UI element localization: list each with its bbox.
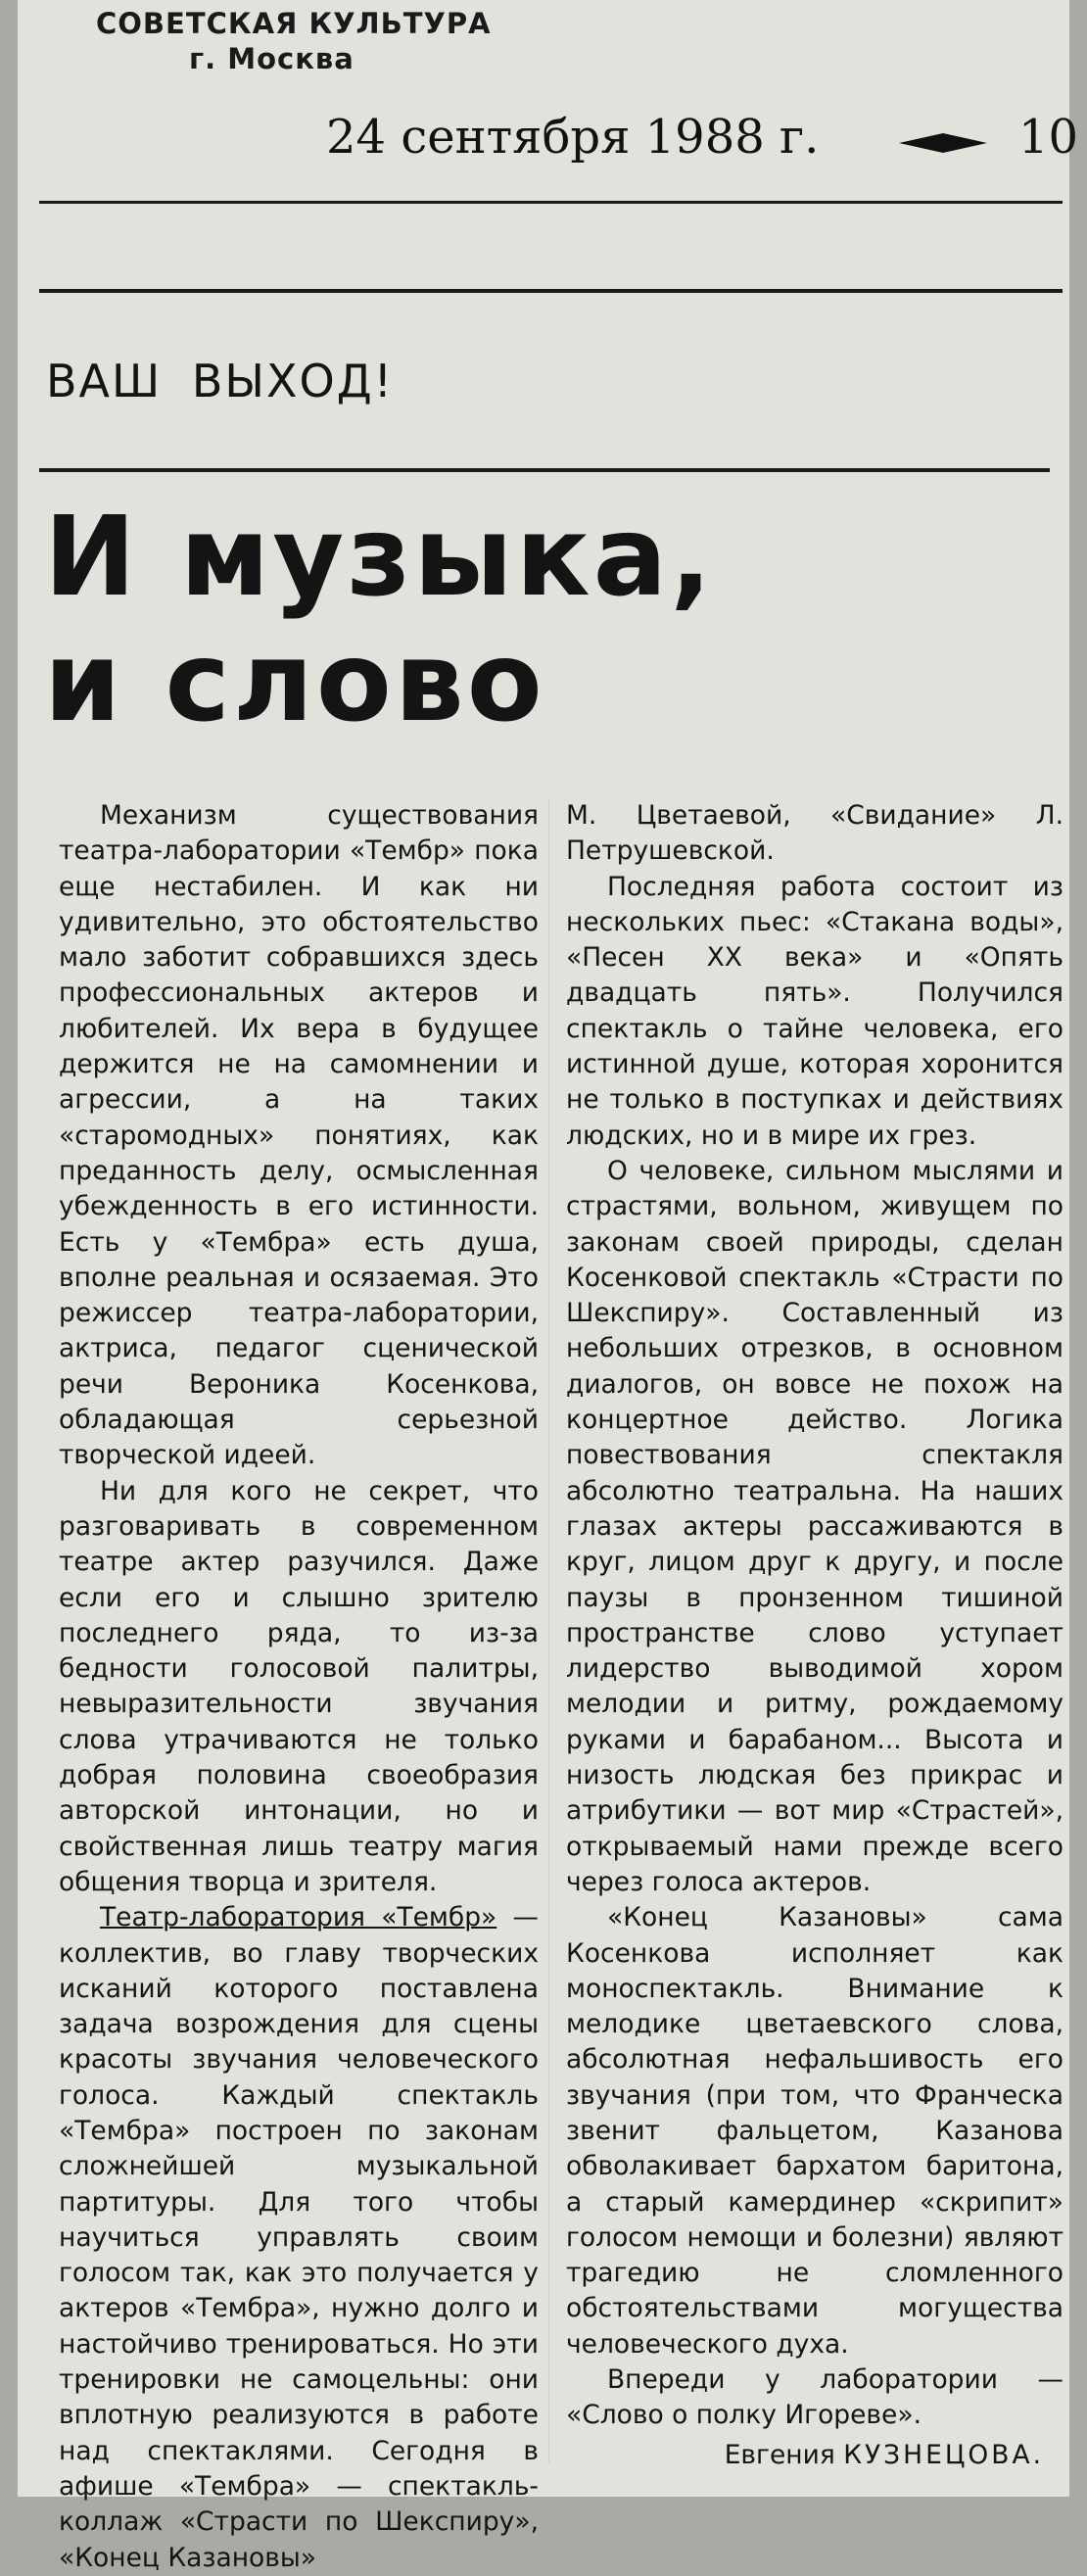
headline-line-2: и слово — [44, 619, 545, 746]
theatre-name-underlined: Театр-лаборатория «Тембр» — [100, 1902, 497, 1933]
paragraph: Ни для кого не секрет, что разговаривать в современном театре актер разучился. Даже если его и слышно зрителю последнего ряда, то из-за бедности голосовой палитры, невыразительности звучания слова утрачиваются не только добрая половина своеобразия авторской интонации, но и свойственная лишь театру магия общения творца и зрителя. — [59, 1475, 539, 1897]
headline-line-1: И музыка, — [44, 494, 715, 621]
paragraph-continuation: М. Цветаевой, «Свидание» Л. Петрушевской. — [566, 800, 1063, 867]
paragraph: «Конец Казановы» сама Косенкова исполняет как моноспектакль. Внимание к мелодике цветаевского слова, абсолютная нефальшивость его звучания (при том, что Франческа звенит фальцетом, Казанова обволакивает бархатом баритона, а старый камердинер «скрипит» голосом немощи и болезни) являют трагедию не сломленного обстоятельствами могущества человеческого духа. — [566, 1902, 1063, 2360]
author-surname: КУЗНЕЦОВА. — [843, 2439, 1044, 2470]
rubric-bottom-rule — [39, 468, 1050, 472]
article-column-left — [59, 798, 539, 2576]
paragraph — [59, 1900, 539, 2576]
column-divider — [548, 798, 549, 2463]
paragraph: Последняя работа состоит из нескольких пьес: «Стакана воды», «Песен XX века» и «Опять двадцать пять». Получился спектакль о тайне человека, его истинной душе, которая хоронится не только в поступках и действиях людских, но и в мире их грез. — [566, 871, 1063, 1151]
rubric-title: ВАШ ВЫХОД! — [46, 355, 395, 407]
article-column-right — [566, 798, 1063, 2473]
diamond-arrow-icon — [899, 131, 987, 155]
top-rule — [39, 201, 1063, 204]
paragraph-text: — коллектив, во главу творческих исканий которого поставлена задача возрождения для сцены красоты звучания человеческого голоса. Каждый спектакль «Тембра» построен по законам сложнейшей музыкальной партитуры. Для того чтобы научиться управлять своим голосом так, как это получается у актеров «Тембра», нужно долго и настойчиво тренироваться. Но эти тренировки не самоцельны: они вплотную реализуются в работе над спектаклями. Сегодня в афише «Тембра» — спектакль-коллаж «Страсти по Шекспиру», «Конец Казановы» — [59, 1902, 539, 2573]
issue-date: 24 сентября 1988 г. — [326, 110, 820, 165]
paragraph: Впереди у лаборатории — «Слово о полку Игореве». — [566, 2364, 1063, 2431]
rubric-top-rule — [39, 289, 1063, 293]
paragraph: О человеке, сильном мыслями и страстями, вольном, живущем по законам своей природы, сделан Косенковой спектакль «Страсти по Шекспиру». Составленный из небольших отрезков, в основном диалогов, он вовсе не похож на концертное действо. Логика повествования спектакля абсолютно театральна. На наших глазах актеры рассаживаются в круг, лицом друг к другу, и после паузы в пронзенном тишиной пространстве слово уступает лидерство выводимой хором мелодии и ритму, рождаемому руками и барабаном... Высота и низость людская без прикрас и атрибутики — вот мир «Страстей», открываемый нами прежде всего через голоса актеров. — [566, 1155, 1063, 1897]
stamp-city: г. Москва — [189, 42, 354, 75]
paragraph: Механизм существования театра-лаборатории «Тембр» пока еще нестабилен. И как ни удивительно, это обстоятельство мало заботит собравшихся здесь профессиональных актеров и любителей. Их вера в будущее держится не на самомнении и агрессии, а на таких «старомодных» понятиях, как преданность делу, осмысленная убежденность в его истинности. Есть у «Тембра» есть душа, вполне реальная и осязаемая. Это режиссер театра-лаборатории, актриса, педагог сценической речи Вероника Косенкова, обладающая серьезной творческой идеей. — [59, 800, 539, 1471]
newspaper-stamp — [96, 6, 492, 76]
headline — [44, 495, 715, 745]
page-number: 10 — [1018, 110, 1079, 165]
stamp-newspaper-name: СОВЕТСКАЯ КУЛЬТУРА — [96, 7, 492, 40]
author-byline — [566, 2438, 1063, 2473]
author-first-name: Евгения — [724, 2439, 835, 2470]
